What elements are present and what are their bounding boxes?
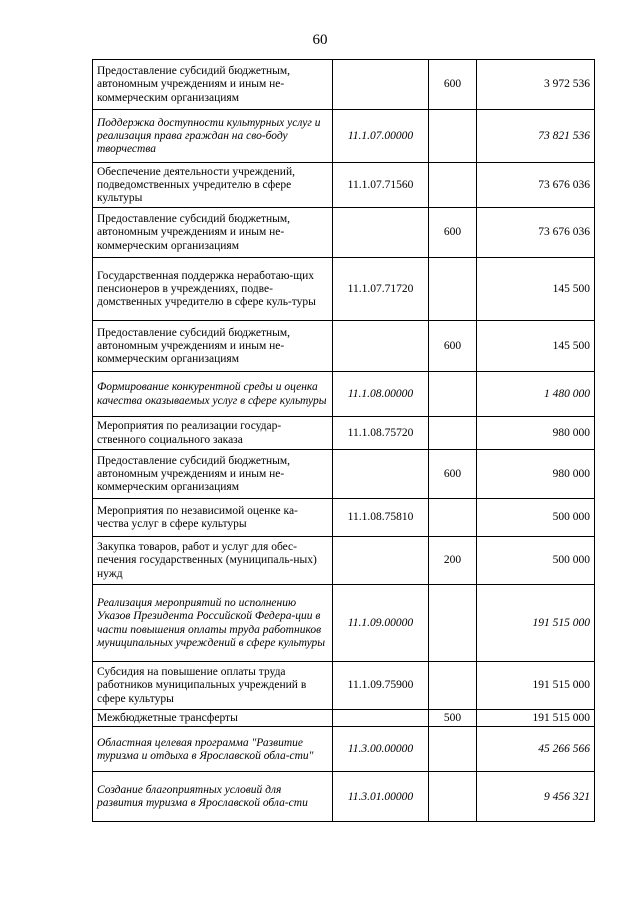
row-expense-type-cell [429,727,477,772]
row-code-cell: 11.3.00.00000 [333,727,429,772]
row-code-cell [333,321,429,372]
row-expense-type-cell: 200 [429,537,477,585]
row-amount-cell: 73 676 036 [477,208,595,258]
row-name-cell: Государственная поддержка неработаю-щих пенсионеров в учреждениях, подве-домственных учредителю в сфере куль-туры [93,258,333,321]
row-amount-cell: 980 000 [477,450,595,499]
table-row [93,499,595,537]
row-expense-type-cell [429,585,477,662]
row-name-cell: Мероприятия по независимой оценке ка-чества услуг в сфере культуры [93,499,333,537]
table-row [93,537,595,585]
row-code-cell [333,60,429,110]
row-name-cell: Закупка товаров, работ и услуг для обес-печения государственных (муниципаль-ных) нужд [93,537,333,585]
row-amount-cell: 191 515 000 [477,662,595,710]
table-row [93,417,595,450]
row-code-cell [333,710,429,727]
row-name-cell: Субсидия на повышение оплаты труда работников муниципальных учреждений в сфере культуры [93,662,333,710]
row-amount-cell: 191 515 000 [477,585,595,662]
row-expense-type-cell: 600 [429,450,477,499]
table-row [93,662,595,710]
row-code-cell: 11.1.08.75810 [333,499,429,537]
table-row [93,258,595,321]
row-expense-type-cell [429,163,477,208]
row-amount-cell: 73 821 536 [477,110,595,163]
row-expense-type-cell: 600 [429,60,477,110]
row-amount-cell: 145 500 [477,258,595,321]
row-code-cell: 11.1.07.71560 [333,163,429,208]
row-code-cell [333,537,429,585]
row-expense-type-cell: 500 [429,710,477,727]
row-amount-cell: 1 480 000 [477,372,595,417]
table-row [93,450,595,499]
row-name-cell: Мероприятия по реализации государ-ственного социального заказа [93,417,333,450]
table-row [93,772,595,822]
page-number: 60 [312,32,328,48]
row-expense-type-cell [429,499,477,537]
row-expense-type-cell: 600 [429,208,477,258]
row-expense-type-cell [429,662,477,710]
row-code-cell: 11.3.01.00000 [333,772,429,822]
row-amount-cell: 500 000 [477,499,595,537]
row-code-cell [333,208,429,258]
table-row [93,110,595,163]
row-code-cell: 11.1.09.75900 [333,662,429,710]
row-name-cell: Создание благоприятных условий для развития туризма в Ярославской обла-сти [93,772,333,822]
table-row [93,727,595,772]
table-row [93,321,595,372]
row-name-cell: Предоставление субсидий бюджетным, автономным учреждениям и иным не-коммерческим организациям [93,60,333,110]
row-amount-cell: 45 266 566 [477,727,595,772]
budget-table-body [93,60,595,822]
row-expense-type-cell [429,258,477,321]
table-row [93,208,595,258]
row-code-cell: 11.1.07.71720 [333,258,429,321]
row-code-cell: 11.1.08.75720 [333,417,429,450]
row-name-cell: Реализация мероприятий по исполнению Указов Президента Российской Федера-ции в части повышения оплаты труда работников муниципальных учреждений в сфере культуры [93,585,333,662]
row-name-cell: Поддержка доступности культурных услуг и реализация права граждан на сво-боду творчества [93,110,333,163]
row-name-cell: Предоставление субсидий бюджетным, автономным учреждениям и иным не-коммерческим организациям [93,321,333,372]
row-amount-cell: 980 000 [477,417,595,450]
row-expense-type-cell: 600 [429,321,477,372]
row-name-cell: Межбюджетные трансферты [93,710,333,727]
row-code-cell: 11.1.07.00000 [333,110,429,163]
row-name-cell: Областная целевая программа "Развитие туризма и отдыха в Ярославской обла-сти" [93,727,333,772]
row-name-cell: Предоставление субсидий бюджетным, автономным учреждениям и иным не-коммерческим организациям [93,208,333,258]
row-amount-cell: 9 456 321 [477,772,595,822]
row-name-cell: Обеспечение деятельности учреждений, подведомственных учредителю в сфере культуры [93,163,333,208]
table-row [93,60,595,110]
row-amount-cell: 500 000 [477,537,595,585]
row-code-cell: 11.1.09.00000 [333,585,429,662]
table-row [93,710,595,727]
row-expense-type-cell [429,372,477,417]
budget-table [92,59,595,822]
row-expense-type-cell [429,772,477,822]
row-code-cell: 11.1.08.00000 [333,372,429,417]
row-amount-cell: 73 676 036 [477,163,595,208]
table-row [93,372,595,417]
table-row [93,585,595,662]
row-code-cell [333,450,429,499]
row-expense-type-cell [429,417,477,450]
row-amount-cell: 191 515 000 [477,710,595,727]
row-name-cell: Предоставление субсидий бюджетным, автономным учреждениям и иным не-коммерческим организациям [93,450,333,499]
table-row [93,163,595,208]
row-amount-cell: 3 972 536 [477,60,595,110]
row-expense-type-cell [429,110,477,163]
row-name-cell: Формирование конкурентной среды и оценка качества оказываемых услуг в сфере культуры [93,372,333,417]
row-amount-cell: 145 500 [477,321,595,372]
